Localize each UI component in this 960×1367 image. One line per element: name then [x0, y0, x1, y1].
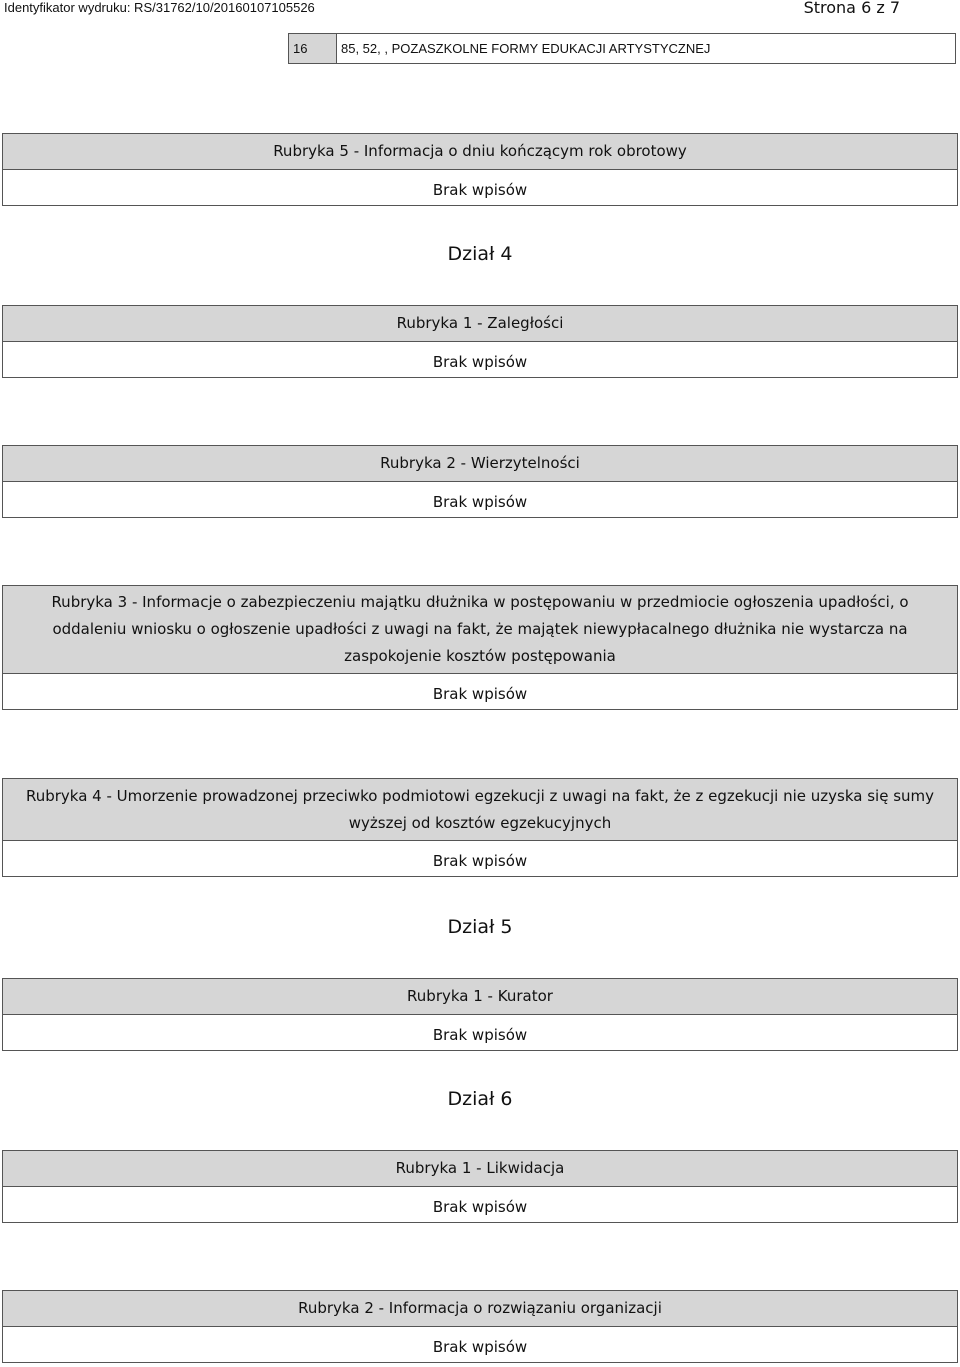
dzial-6-heading: Dział 6: [447, 1088, 513, 1110]
dzial-4-rubryka-2-title: Rubryka 2 - Wierzytelności: [3, 446, 957, 482]
dzial-4-rubryka-4-box: [2, 778, 958, 877]
print-identifier: Identyfikator wydruku: RS/31762/10/20160107105526: [4, 0, 315, 15]
dzial-6-rubryka-1-box: [2, 1150, 958, 1223]
rubryka-5-title: Rubryka 5 - Informacja o dniu kończącym rok obrotowy: [3, 134, 957, 170]
dzial-4-rubryka-3-title: Rubryka 3 - Informacje o zabezpieczeniu majątku dłużnika w postępowaniu w przedmiocie ogłoszenia upadłości, o oddaleniu wniosku o ogłoszenie upadłości z uwagi na fakt, że majątek niewypłacalnego dłużnika nie wystarcza na zaspokojenie kosztów postępowania: [3, 586, 957, 674]
dzial-5-rubryka-1-empty: Brak wpisów: [432, 1026, 528, 1044]
entry-number: 16: [289, 34, 337, 63]
dzial-4-heading: Dział 4: [447, 243, 513, 265]
dzial-6-rubryka-2-title: Rubryka 2 - Informacja o rozwiązaniu organizacji: [3, 1291, 957, 1327]
dzial-6-rubryka-1-empty: Brak wpisów: [432, 1198, 528, 1216]
dzial-6-rubryka-2-empty: Brak wpisów: [432, 1338, 528, 1356]
dzial-4-rubryka-1-empty: Brak wpisów: [432, 353, 528, 371]
dzial-6-rubryka-1-title: Rubryka 1 - Likwidacja: [3, 1151, 957, 1187]
dzial-4-rubryka-1-box: [2, 305, 958, 378]
dzial-5-heading: Dział 5: [447, 916, 513, 938]
dzial-4-rubryka-2-box: [2, 445, 958, 518]
entry-text: 85, 52, , POZASZKOLNE FORMY EDUKACJI ARTYSTYCZNEJ: [341, 41, 711, 56]
dzial-5-rubryka-1-title: Rubryka 1 - Kurator: [3, 979, 957, 1015]
entry-row: [288, 33, 956, 64]
dzial-4-rubryka-3-empty: Brak wpisów: [432, 685, 528, 703]
dzial-4-rubryka-3-box: [2, 585, 958, 710]
dzial-4-rubryka-1-title: Rubryka 1 - Zaległości: [3, 306, 957, 342]
dzial-5-rubryka-1-box: [2, 978, 958, 1051]
dzial-4-rubryka-4-title: Rubryka 4 - Umorzenie prowadzonej przeciwko podmiotowi egzekucji z uwagi na fakt, że z egzekucji nie uzyska się sumy wyższej od kosztów egzekucyjnych: [3, 779, 957, 841]
rubryka-5-box: [2, 133, 958, 206]
rubryka-5-empty: Brak wpisów: [432, 181, 528, 199]
dzial-4-rubryka-4-empty: Brak wpisów: [432, 852, 528, 870]
page-number: Strona 6 z 7: [803, 0, 900, 17]
dzial-4-rubryka-2-empty: Brak wpisów: [432, 493, 528, 511]
dzial-6-rubryka-2-box: [2, 1290, 958, 1363]
